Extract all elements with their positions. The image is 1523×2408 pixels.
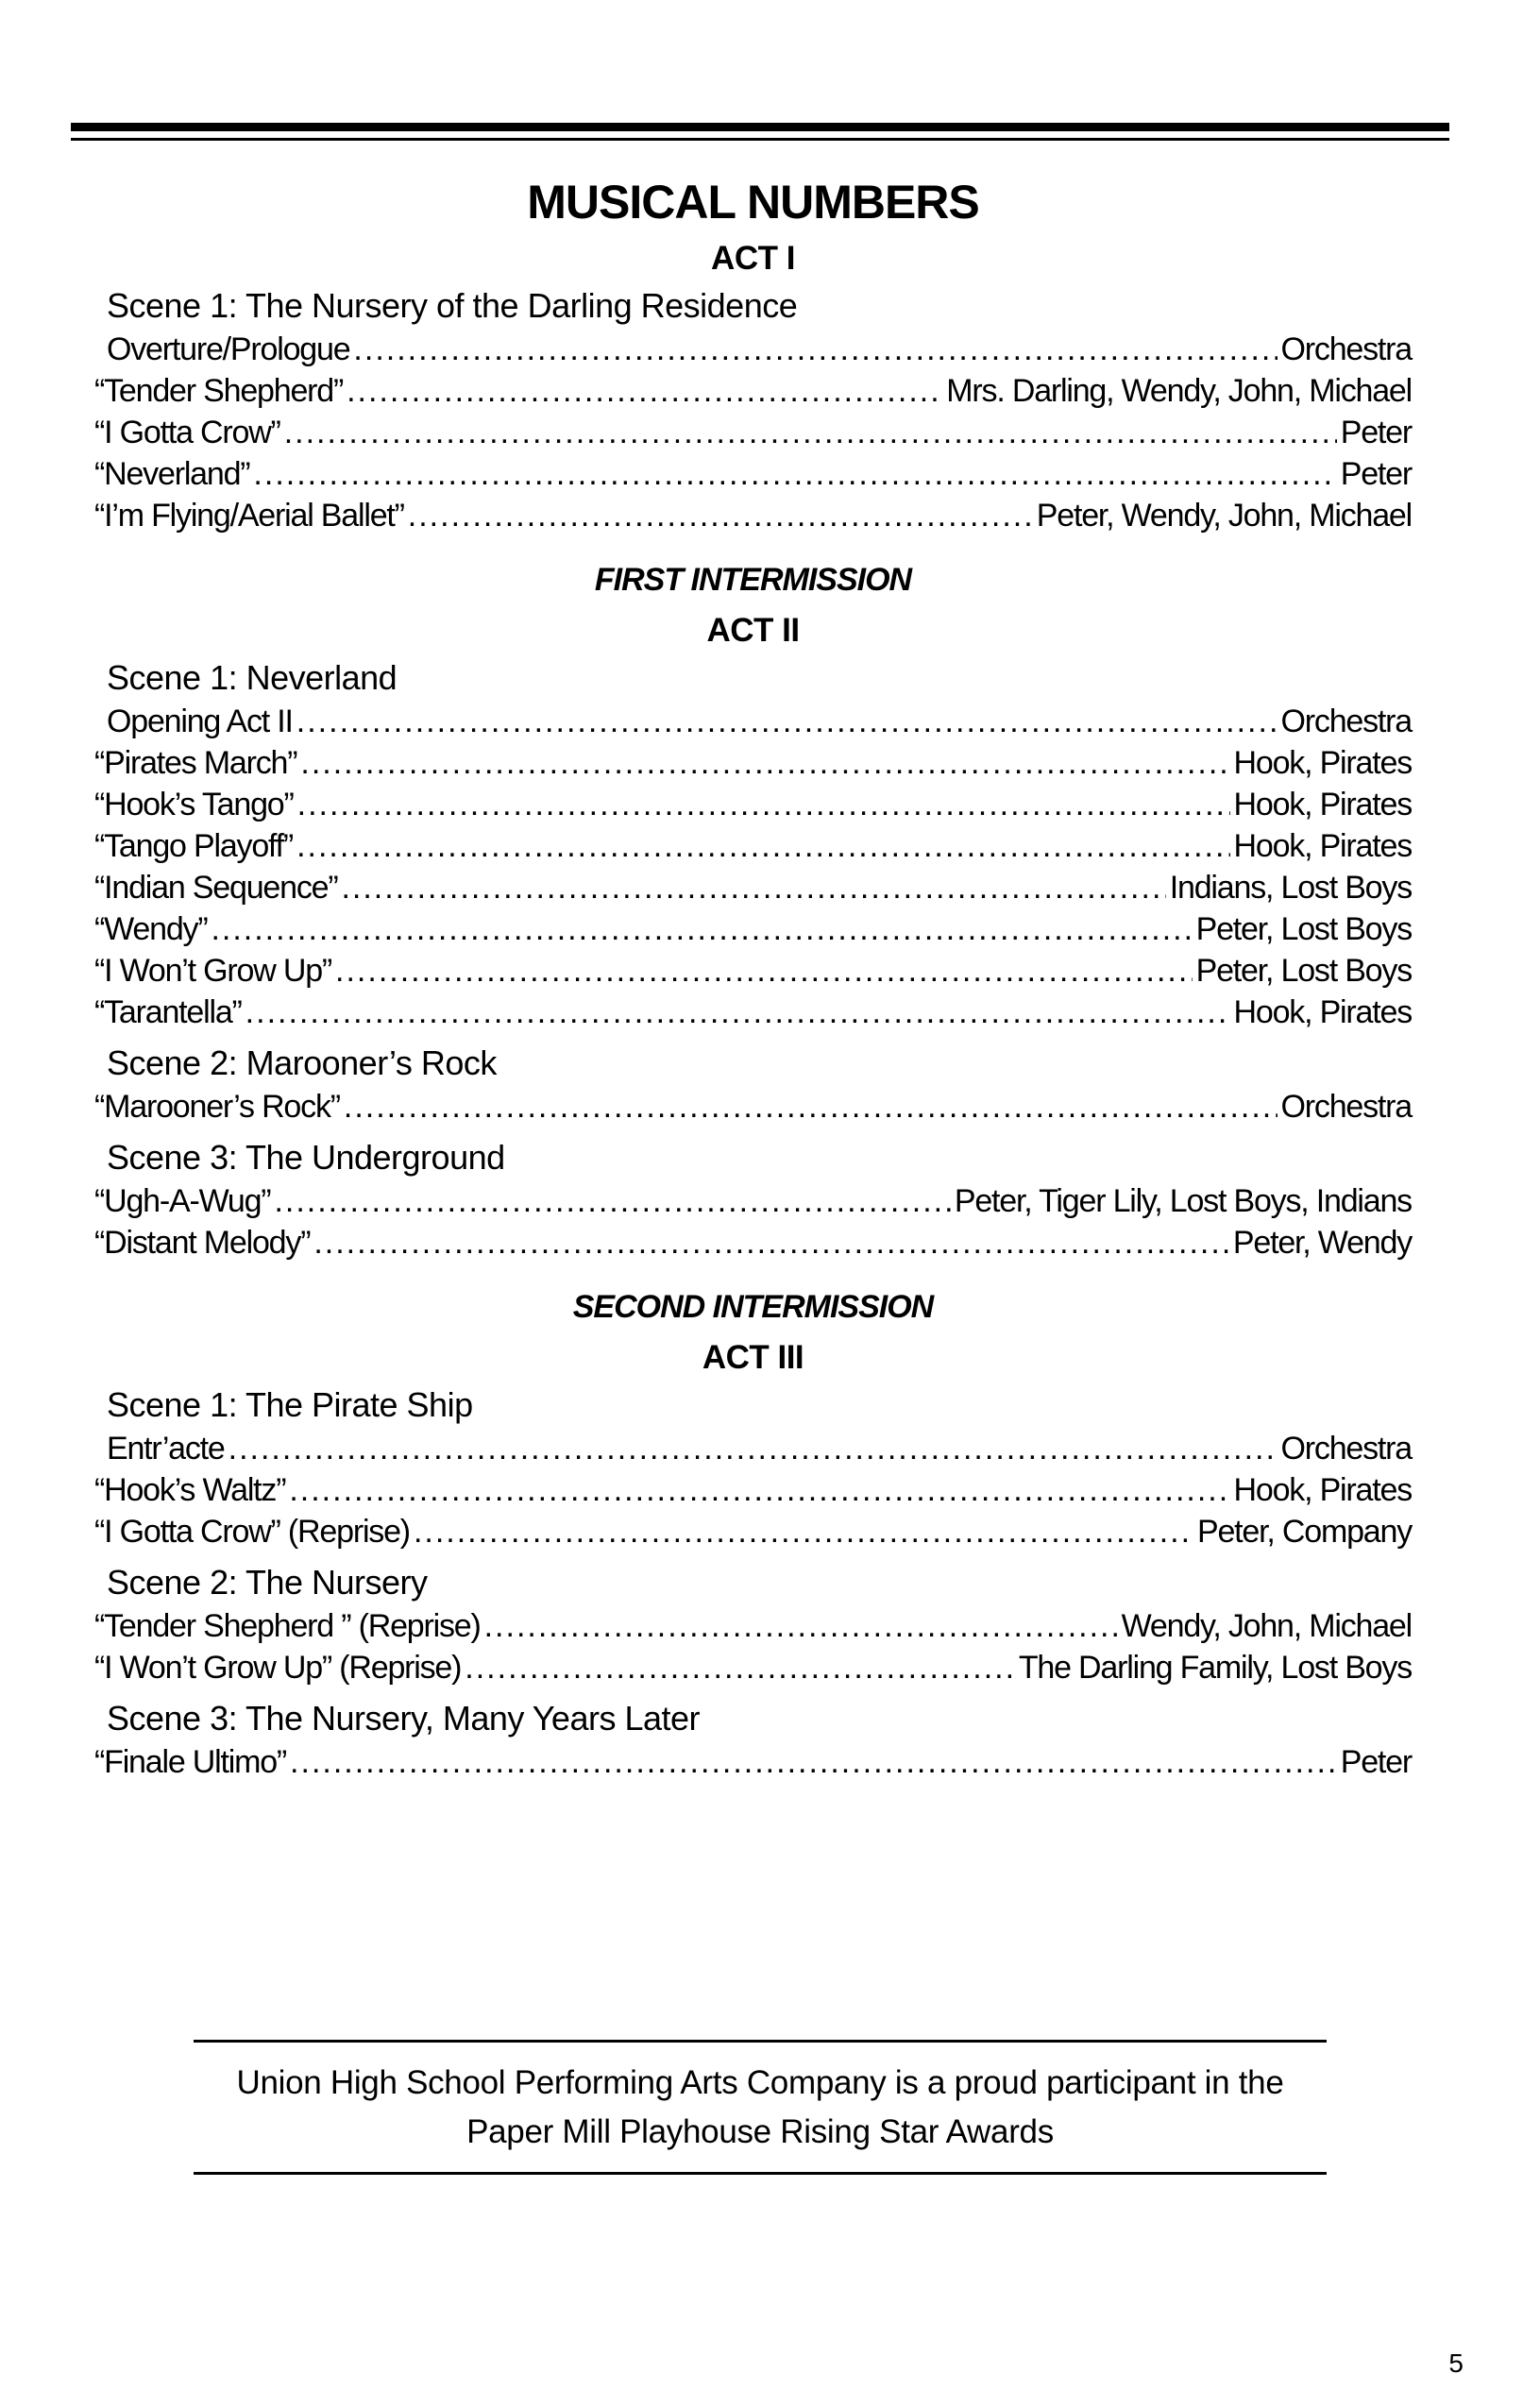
performers: Hook, Pirates [1233,745,1412,781]
dot-leader [253,453,1336,495]
performers: The Darling Family, Lost Boys [1018,1650,1412,1686]
musical-number-row [94,784,1412,825]
song-title: “Tarantella” [94,994,242,1030]
song-title: “Distant Melody” [94,1225,311,1261]
dot-leader [211,908,1192,950]
dot-leader [335,950,1193,992]
musical-number-row [94,950,1412,992]
page-title: MUSICAL NUMBERS [527,176,979,229]
dot-leader [484,1605,1118,1647]
performers: Orchestra [1280,1089,1412,1125]
performers: Orchestra [1280,1431,1412,1467]
dot-leader [274,1180,950,1222]
performers: Indians, Lost Boys [1169,870,1412,906]
header-rule-thin [71,138,1449,141]
dot-leader [290,1741,1337,1783]
musical-number-row [94,742,1412,784]
performers: Hook, Pirates [1233,1472,1412,1508]
song-title: “I Gotta Crow” [94,415,280,450]
song-title: “I Won’t Grow Up” (Reprise) [94,1650,462,1686]
musical-number-row [94,453,1412,495]
musical-number-row [94,1469,1412,1511]
notice-rule-bottom [194,2172,1327,2175]
dot-leader [465,1647,1015,1688]
notice-rule-top [194,2040,1327,2043]
musical-number-row [94,992,1412,1033]
performers: Hook, Pirates [1233,787,1412,822]
dot-leader [284,412,1337,453]
performers: Peter, Wendy, John, Michael [1036,498,1412,534]
performers: Hook, Pirates [1233,994,1412,1030]
song-title: “Neverland” [94,456,250,492]
musical-number-row [94,1741,1412,1783]
song-title: “Marooner’s Rock” [94,1089,340,1125]
song-title: “I’m Flying/Aerial Ballet” [94,498,404,534]
performers: Peter, Lost Boys [1195,953,1412,989]
scene-heading: Scene 3: The Underground [107,1138,505,1177]
dot-leader [289,1469,1229,1511]
song-title: “I Gotta Crow” (Reprise) [94,1514,410,1550]
intermission-heading: SECOND INTERMISSION [572,1289,934,1325]
musical-number-row [94,329,1412,370]
notice-line-1: Union High School Performing Arts Company is a proud participant in the [236,2064,1284,2101]
song-title: “Pirates March” [94,745,297,781]
song-title: “Indian Sequence” [94,870,338,906]
act-heading: ACT I [711,240,795,277]
song-title: “Ugh-A-Wug” [94,1183,271,1219]
song-title: Opening Act II [107,704,293,739]
musical-number-row [94,908,1412,950]
musical-number-row [94,1086,1412,1128]
musical-number-row [94,1605,1412,1647]
page-number: 5 [1448,2349,1464,2378]
dot-leader [245,992,1230,1033]
song-title: Entr’acte [107,1431,225,1467]
dot-leader [344,1086,1278,1128]
performers: Peter, Lost Boys [1195,911,1412,947]
performers: Hook, Pirates [1233,828,1412,864]
scene-heading: Scene 1: The Nursery of the Darling Residence [107,286,798,325]
performers: Mrs. Darling, Wendy, John, Michael [946,373,1412,409]
notice-line-2: Paper Mill Playhouse Rising Star Awards [466,2113,1054,2150]
performers: Peter [1340,415,1412,450]
musical-number-row [94,412,1412,453]
song-title: “Tender Shepherd ” (Reprise) [94,1608,481,1644]
scene-heading: Scene 1: The Pirate Ship [107,1385,473,1424]
song-title: “Hook’s Tango” [94,787,294,822]
dot-leader [347,370,942,412]
dot-leader [414,1511,1193,1552]
song-title: “Finale Ultimo” [94,1744,287,1780]
scene-heading: Scene 3: The Nursery, Many Years Later [107,1699,701,1738]
musical-number-row [94,867,1412,908]
performers: Wendy, John, Michael [1121,1608,1412,1644]
performers: Peter [1340,1744,1412,1780]
performers: Peter, Company [1197,1514,1412,1550]
dot-leader [297,784,1230,825]
dot-leader [296,825,1229,867]
dot-leader [228,1428,1278,1469]
musical-number-row [94,1647,1412,1688]
musical-number-row [94,370,1412,412]
song-title: Overture/Prologue [107,331,350,367]
performers: Orchestra [1280,704,1412,739]
header-rule-thick [71,123,1449,131]
song-title: “Tender Shepherd” [94,373,344,409]
song-title: “Tango Playoff” [94,828,294,864]
sponsor-notice [194,2059,1327,2157]
musical-number-row [94,495,1412,536]
song-title: “Hook’s Waltz” [94,1472,286,1508]
musical-numbers-list [94,170,1412,1783]
act-heading: ACT III [702,1339,804,1376]
performers: Peter [1340,456,1412,492]
dot-leader [296,701,1278,742]
musical-number-row [94,1180,1412,1222]
song-title: “Wendy” [94,911,208,947]
dot-leader [353,329,1277,370]
musical-number-row [94,825,1412,867]
musical-number-row [94,1428,1412,1469]
musical-number-row [94,1222,1412,1263]
performers: Peter, Tiger Lily, Lost Boys, Indians [954,1183,1412,1219]
scene-heading: Scene 2: The Nursery [107,1563,428,1602]
musical-number-row [94,701,1412,742]
scene-heading: Scene 2: Marooner’s Rock [107,1043,497,1082]
dot-leader [300,742,1229,784]
dot-leader [341,867,1165,908]
act-heading: ACT II [706,612,800,649]
performers: Peter, Wendy [1232,1225,1412,1261]
intermission-heading: FIRST INTERMISSION [594,562,912,598]
performers: Orchestra [1280,331,1412,367]
dot-leader [313,1222,1229,1263]
musical-number-row [94,1511,1412,1552]
dot-leader [408,495,1033,536]
scene-heading: Scene 1: Neverland [107,658,398,697]
song-title: “I Won’t Grow Up” [94,953,332,989]
